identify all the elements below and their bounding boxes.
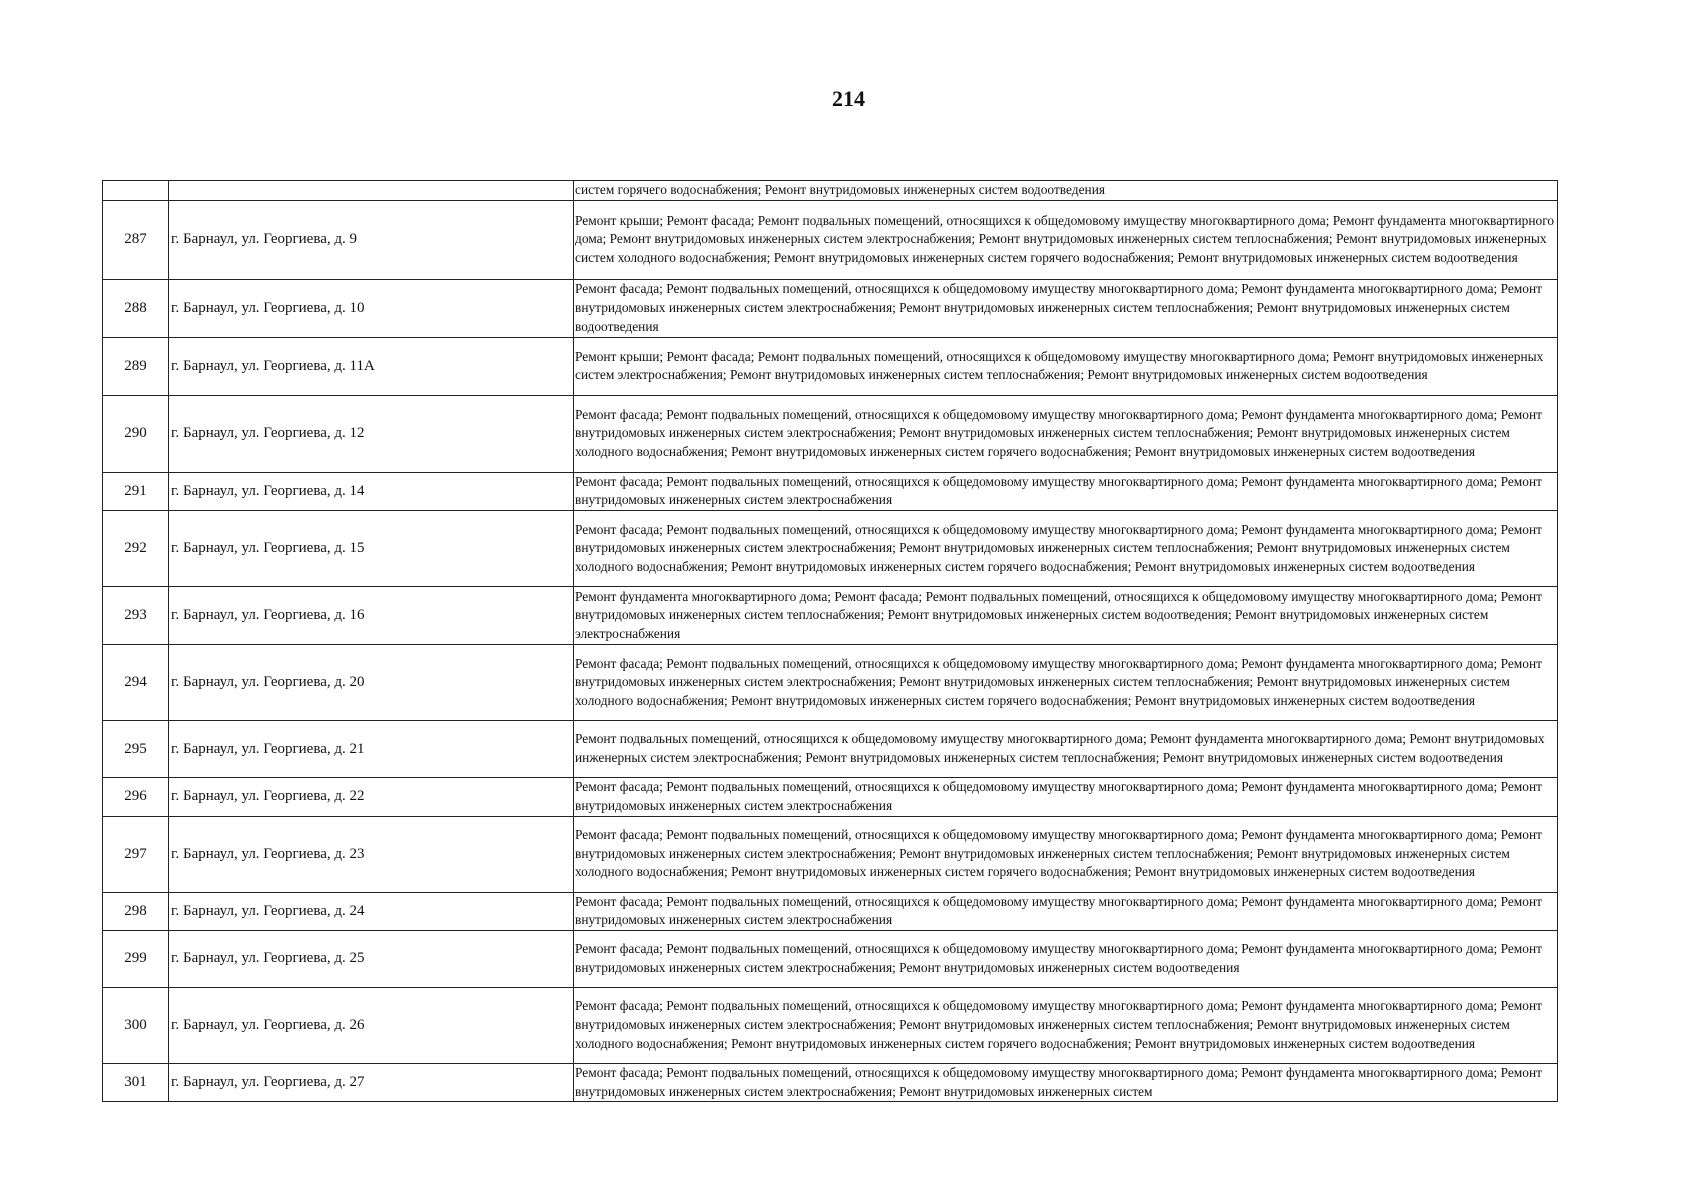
row-address: г. Барнаул, ул. Георгиева, д. 27 (169, 1063, 574, 1101)
row-address: г. Барнаул, ул. Георгиева, д. 9 (169, 200, 574, 279)
row-works: Ремонт подвальных помещений, относящихся к общедомовому имуществу многоквартирного дома; Ремонт фундамента многоквартирного дома; Ремонт внутридомовых инженерных систем электроснабжения; Ремонт внутридомовых инженерных систем теплоснабжения; Ремонт внутридомовых инженерных систем водоотведения (574, 721, 1558, 778)
row-works: систем горячего водоснабжения; Ремонт внутридомовых инженерных систем водоотведения (574, 181, 1558, 201)
table-row (103, 1063, 1558, 1101)
row-number: 288 (103, 279, 169, 337)
row-works: Ремонт крыши; Ремонт фасада; Ремонт подвальных помещений, относящихся к общедомовому имуществу многоквартирного дома; Ремонт фундамента многоквартирного дома; Ремонт внутридомовых инженерных систем электроснабжения; Ремонт внутридомовых инженерных систем теплоснабжения; Ремонт внутридомовых инженерных систем холодного водоснабжения; Ремонт внутридомовых инженерных систем горячего водоснабжения; Ремонт внутридомовых инженерных систем водоотведения (574, 200, 1558, 279)
row-number: 287 (103, 200, 169, 279)
row-number: 301 (103, 1063, 169, 1101)
row-address: г. Барнаул, ул. Георгиева, д. 20 (169, 645, 574, 721)
row-works: Ремонт фасада; Ремонт подвальных помещений, относящихся к общедомовому имуществу многоквартирного дома; Ремонт фундамента многоквартирного дома; Ремонт внутридомовых инженерных систем электроснабжения; Ремонт внутридомовых инженерных систем теплоснабжения; Ремонт внутридомовых инженерных систем холодного водоснабжения; Ремонт внутридомовых инженерных систем горячего водоснабжения; Ремонт внутридомовых инженерных систем водоотведения (574, 511, 1558, 587)
row-number: 293 (103, 587, 169, 645)
page-number: 214 (832, 86, 865, 111)
row-works: Ремонт фасада; Ремонт подвальных помещений, относящихся к общедомовому имуществу многоквартирного дома; Ремонт фундамента многоквартирного дома; Ремонт внутридомовых инженерных систем электроснабжения (574, 892, 1558, 930)
table-row (103, 892, 1558, 930)
row-address: г. Барнаул, ул. Георгиева, д. 15 (169, 511, 574, 587)
table-row (103, 511, 1558, 587)
row-works: Ремонт фасада; Ремонт подвальных помещений, относящихся к общедомовому имуществу многоквартирного дома; Ремонт фундамента многоквартирного дома; Ремонт внутридомовых инженерных систем электроснабжения (574, 472, 1558, 510)
repair-works-table (102, 180, 1558, 1102)
row-address (169, 181, 574, 201)
table-row (103, 472, 1558, 510)
table-row (103, 987, 1558, 1063)
row-works: Ремонт фасада; Ремонт подвальных помещений, относящихся к общедомовому имуществу многоквартирного дома; Ремонт фундамента многоквартирного дома; Ремонт внутридомовых инженерных систем электроснабжения; Ремонт внутридомовых инженерных систем (574, 1063, 1558, 1101)
row-address: г. Барнаул, ул. Георгиева, д. 14 (169, 472, 574, 510)
table-row (103, 587, 1558, 645)
row-address: г. Барнаул, ул. Георгиева, д. 25 (169, 930, 574, 987)
row-number (103, 181, 169, 201)
table-row (103, 816, 1558, 892)
row-number: 299 (103, 930, 169, 987)
row-address: г. Барнаул, ул. Георгиева, д. 22 (169, 778, 574, 816)
row-address: г. Барнаул, ул. Георгиева, д. 26 (169, 987, 574, 1063)
row-works: Ремонт фасада; Ремонт подвальных помещений, относящихся к общедомовому имуществу многоквартирного дома; Ремонт фундамента многоквартирного дома; Ремонт внутридомовых инженерных систем электроснабжения; Ремонт внутридомовых инженерных систем теплоснабжения; Ремонт внутридомовых инженерных систем водоотведения (574, 279, 1558, 337)
row-address: г. Барнаул, ул. Георгиева, д. 21 (169, 721, 574, 778)
row-address: г. Барнаул, ул. Георгиева, д. 11А (169, 337, 574, 395)
row-address: г. Барнаул, ул. Георгиева, д. 16 (169, 587, 574, 645)
row-number: 295 (103, 721, 169, 778)
row-works: Ремонт фундамента многоквартирного дома; Ремонт фасада; Ремонт подвальных помещений, относящихся к общедомовому имуществу многоквартирного дома; Ремонт внутридомовых инженерных систем теплоснабжения; Ремонт внутридомовых инженерных систем водоотведения; Ремонт внутридомовых инженерных систем электроснабжения (574, 587, 1558, 645)
row-number: 289 (103, 337, 169, 395)
table-row (103, 395, 1558, 472)
table-row (103, 279, 1558, 337)
row-number: 300 (103, 987, 169, 1063)
row-number: 296 (103, 778, 169, 816)
row-number: 298 (103, 892, 169, 930)
row-works: Ремонт крыши; Ремонт фасада; Ремонт подвальных помещений, относящихся к общедомовому имуществу многоквартирного дома; Ремонт внутридомовых инженерных систем электроснабжения; Ремонт внутридомовых инженерных систем теплоснабжения; Ремонт внутридомовых инженерных систем водоотведения (574, 337, 1558, 395)
table-row (103, 930, 1558, 987)
row-works: Ремонт фасада; Ремонт подвальных помещений, относящихся к общедомовому имуществу многоквартирного дома; Ремонт фундамента многоквартирного дома; Ремонт внутридомовых инженерных систем электроснабжения (574, 778, 1558, 816)
row-works: Ремонт фасада; Ремонт подвальных помещений, относящихся к общедомовому имуществу многоквартирного дома; Ремонт фундамента многоквартирного дома; Ремонт внутридомовых инженерных систем электроснабжения; Ремонт внутридомовых инженерных систем теплоснабжения; Ремонт внутридомовых инженерных систем холодного водоснабжения; Ремонт внутридомовых инженерных систем горячего водоснабжения; Ремонт внутридомовых инженерных систем водоотведения (574, 645, 1558, 721)
row-works: Ремонт фасада; Ремонт подвальных помещений, относящихся к общедомовому имуществу многоквартирного дома; Ремонт фундамента многоквартирного дома; Ремонт внутридомовых инженерных систем электроснабжения; Ремонт внутридомовых инженерных систем теплоснабжения; Ремонт внутридомовых инженерных систем холодного водоснабжения; Ремонт внутридомовых инженерных систем горячего водоснабжения; Ремонт внутридомовых инженерных систем водоотведения (574, 395, 1558, 472)
row-works: Ремонт фасада; Ремонт подвальных помещений, относящихся к общедомовому имуществу многоквартирного дома; Ремонт фундамента многоквартирного дома; Ремонт внутридомовых инженерных систем электроснабжения; Ремонт внутридомовых инженерных систем водоотведения (574, 930, 1558, 987)
table-row (103, 645, 1558, 721)
row-number: 290 (103, 395, 169, 472)
row-number: 291 (103, 472, 169, 510)
row-number: 292 (103, 511, 169, 587)
row-works: Ремонт фасада; Ремонт подвальных помещений, относящихся к общедомовому имуществу многоквартирного дома; Ремонт фундамента многоквартирного дома; Ремонт внутридомовых инженерных систем электроснабжения; Ремонт внутридомовых инженерных систем теплоснабжения; Ремонт внутридомовых инженерных систем холодного водоснабжения; Ремонт внутридомовых инженерных систем горячего водоснабжения; Ремонт внутридомовых инженерных систем водоотведения (574, 987, 1558, 1063)
row-address: г. Барнаул, ул. Георгиева, д. 23 (169, 816, 574, 892)
row-works: Ремонт фасада; Ремонт подвальных помещений, относящихся к общедомовому имуществу многоквартирного дома; Ремонт фундамента многоквартирного дома; Ремонт внутридомовых инженерных систем электроснабжения; Ремонт внутридомовых инженерных систем теплоснабжения; Ремонт внутридомовых инженерных систем холодного водоснабжения; Ремонт внутридомовых инженерных систем горячего водоснабжения; Ремонт внутридомовых инженерных систем водоотведения (574, 816, 1558, 892)
table-row (103, 721, 1558, 778)
row-number: 297 (103, 816, 169, 892)
row-address: г. Барнаул, ул. Георгиева, д. 12 (169, 395, 574, 472)
table-row (103, 778, 1558, 816)
table-row (103, 181, 1558, 201)
row-address: г. Барнаул, ул. Георгиева, д. 24 (169, 892, 574, 930)
row-number: 294 (103, 645, 169, 721)
row-address: г. Барнаул, ул. Георгиева, д. 10 (169, 279, 574, 337)
table-row (103, 200, 1558, 279)
table-row (103, 337, 1558, 395)
